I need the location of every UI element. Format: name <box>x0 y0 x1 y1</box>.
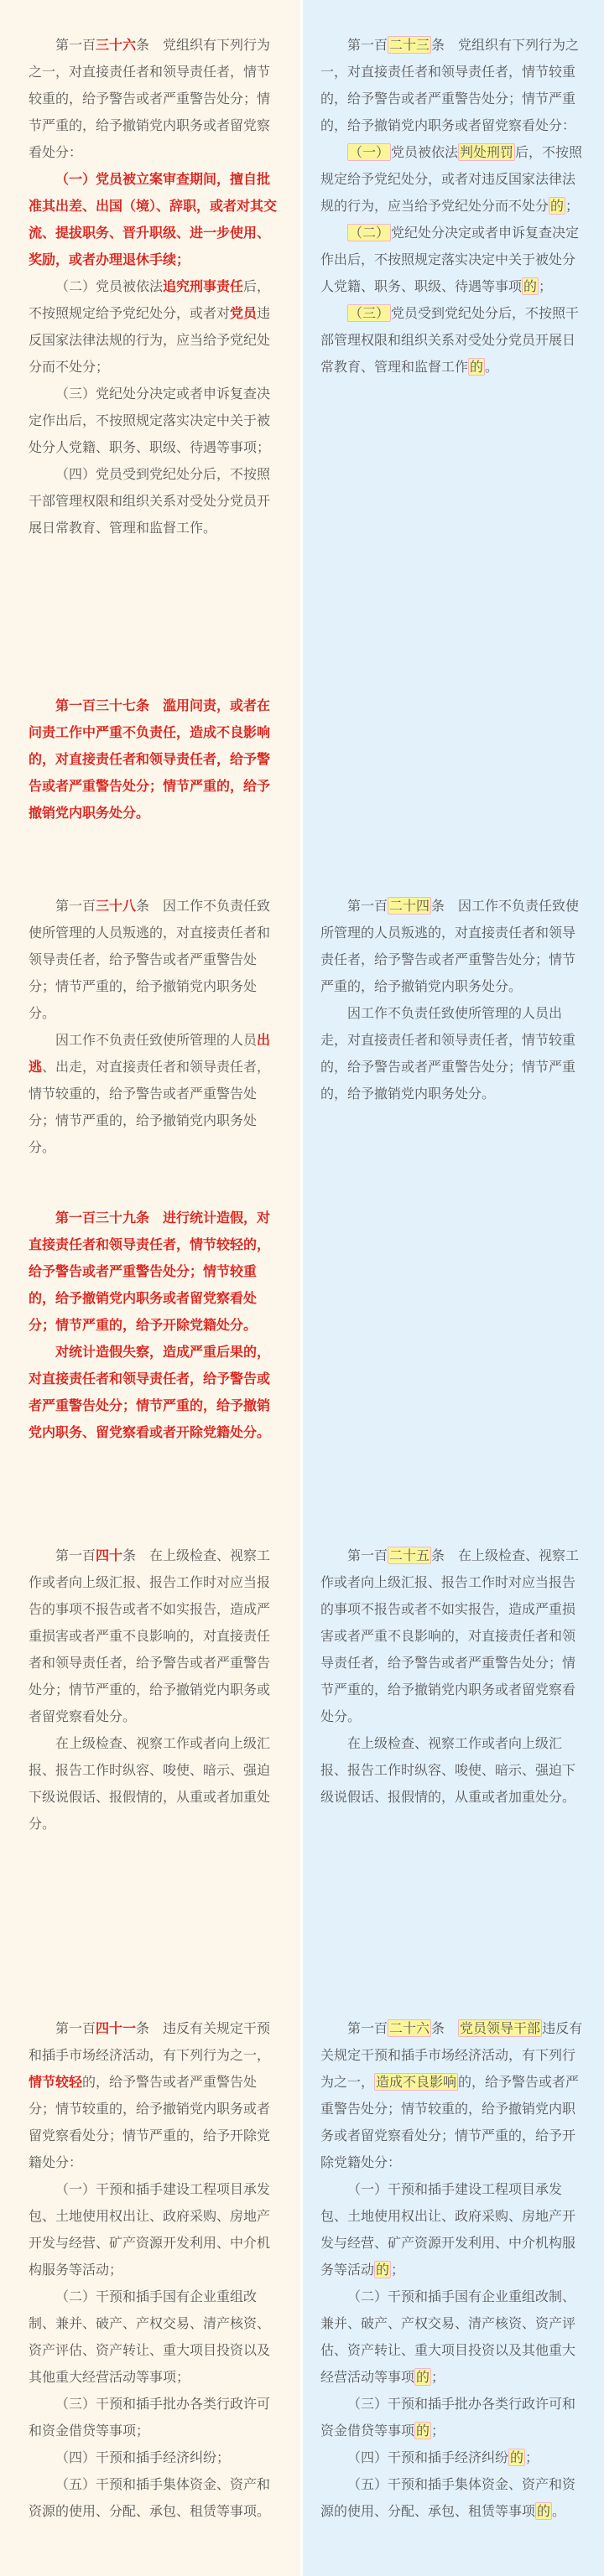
text-run: 第一百 <box>347 37 388 53</box>
text-run: 第一百 <box>55 2020 96 2036</box>
text-run: 在上级检查、视察工作或者向上级汇报、报告工作时纵容、唆使、暗示、强迫下级说假话、报假情的，从重或者加重处分。 <box>320 1735 576 1805</box>
changed-text-highlight: 二十四 <box>389 898 430 914</box>
article-140 <box>29 1542 280 1837</box>
paragraph <box>29 2391 280 2444</box>
paragraph <box>29 692 280 827</box>
text-run: （二）干预和插手国有企业重组改制、兼并、破产、产权交易、清产核资、资产评估、资产转让、重大项目投资以及其他重大经营活动等事项 <box>320 2288 576 2385</box>
old-version-column <box>302 0 604 2576</box>
text-run: ； <box>431 2423 445 2439</box>
text-run: 第一百 <box>347 1547 388 1563</box>
paragraph <box>29 893 280 1027</box>
paragraph <box>29 1542 280 1730</box>
changed-text-highlight: 判处刑罚 <box>460 144 514 160</box>
paragraph <box>29 32 280 166</box>
text-run: 条 因工作不负责任致使所管理的人员叛逃的，对直接责任者和领导责任者，给予警告或者严重警告处分；情节严重的，给予撤销党内职务处分。 <box>320 898 580 994</box>
changed-text-highlight: 二十五 <box>389 1547 430 1563</box>
text-run: （五）干预和插手集体资金、资产和资源的使用、分配、承包、租赁等事项。 <box>29 2476 271 2519</box>
changed-text-highlight: 党员领导干部 <box>460 2020 541 2036</box>
changed-text-highlight: 的 <box>550 198 565 214</box>
text-run: 因工作不负责任致使所管理的人员出走，对直接责任者和领导责任者，情节较重的，给予警告或者严重警告处分；情节严重的，给予撤销党内职务处分。 <box>320 1005 576 1101</box>
paragraph <box>320 220 586 300</box>
paragraph <box>320 1542 586 1730</box>
text-run: 第一百 <box>55 1547 96 1563</box>
changed-text-highlight: 二十三 <box>389 37 430 53</box>
paragraph <box>320 1000 586 1107</box>
paragraph <box>29 2444 280 2471</box>
text-run: 违反有关规定干预和插手市场经济活动，有下列行为之一， <box>320 2020 583 2090</box>
paragraph <box>29 381 280 461</box>
changed-text-highlight: 造成不良影响 <box>376 2074 457 2090</box>
changed-text-highlight: （三） <box>349 305 390 321</box>
paragraph <box>29 2176 280 2283</box>
revised-text: 情节较轻 <box>29 2074 83 2090</box>
text-run: （三）干预和插手批办各类行政许可和资金借贷等事项 <box>320 2396 576 2439</box>
article-137 <box>29 692 280 827</box>
text-run: 党员受到党纪处分后，不按照干部管理权限和组织关系对受处分党员开展日常教育、管理和监督工作 <box>320 305 580 375</box>
text-run: 违反国家法律法规的行为，应当给予党纪处分而不处分； <box>29 305 271 375</box>
changed-text-highlight: （一） <box>349 144 390 160</box>
changed-text-highlight: 的 <box>416 2423 430 2439</box>
changed-text-highlight: 的 <box>416 2369 430 2385</box>
text-run: 条 在上级检查、视察工作或者向上级汇报、报告工作时对应当报告的事项不报告或者不如实报告，造成严重损害或者严重不良影响的，对直接责任者和领导责任者，给予警告或者严重警告处分；情节严重的，给予撤销党内职务或者留党察看处分。 <box>320 1547 580 1724</box>
paragraph <box>29 2283 280 2391</box>
revised-text: 四十一 <box>96 2020 137 2036</box>
paragraph <box>320 2391 586 2444</box>
paragraph <box>320 2283 586 2391</box>
paragraph <box>29 1205 280 1339</box>
text-run: （四）干预和插手经济纠纷； <box>55 2449 231 2465</box>
article-123 <box>320 32 586 381</box>
paragraph <box>29 2015 280 2176</box>
revised-text: （一）党员被立案审查期间，擅自批准其出差、出国（境）、辞职，或者对其交流、提拔职务、晋升职级、进一步使用、奖励，或者办理退休手续； <box>29 171 278 267</box>
paragraph <box>320 893 586 1000</box>
text-run: （二）干预和插手国有企业重组改制、兼并、破产、产权交易、清产核资、资产评估、资产转让、重大项目投资以及其他重大经营活动等事项； <box>29 2288 271 2385</box>
revised-text: 第一百三十九条 进行统计造假，对直接责任者和领导责任者，情节较轻的，给予警告或者严重警告处分；情节较重的，给予撤销党内职务或者留党察看处分；情节严重的，给予开除党籍处分。 <box>29 1210 271 1333</box>
revised-text: 四十 <box>96 1547 123 1563</box>
revised-text: 对统计造假失察，造成严重后果的，对直接责任者和领导责任者，给予警告或者严重警告处分；情节严重的，给予撤销党内职务、留党察看或者开除党籍处分。 <box>29 1344 271 1440</box>
article-126 <box>320 2015 586 2525</box>
text-run: ； <box>391 2262 405 2278</box>
column-divider <box>300 0 303 2576</box>
text-run: （五）干预和插手集体资金、资产和资源的使用、分配、承包、租赁等事项 <box>320 2476 576 2519</box>
revised-text: 党员 <box>230 305 258 321</box>
text-run: （一）干预和插手建设工程项目承发包、土地使用权出让、政府采购、房地产开发与经营、矿产资源开发利用、中介机构服务等活动； <box>29 2181 271 2278</box>
revised-text: 追究刑事责任 <box>163 278 244 294</box>
paragraph <box>29 1339 280 1446</box>
article-125 <box>320 1542 586 1811</box>
text-run: 后，不按照规定给予党纪处分，或者对 <box>29 278 271 321</box>
text-run: （四）党员受到党纪处分后，不按照干部管理权限和组织关系对受处分党员开展日常教育、管理和监督工作。 <box>29 466 271 536</box>
text-run: （四）干预和插手经济纠纷 <box>347 2449 509 2465</box>
text-run: 党纪处分决定或者申诉复查决定作出后，不按照规定落实决定中关于被处分人党籍、职务、职级、待遇等事项 <box>320 225 580 294</box>
article-138 <box>29 893 280 1161</box>
text-run: 第一百 <box>347 2020 388 2036</box>
changed-text-highlight: 二十六 <box>389 2020 430 2036</box>
paragraph <box>320 32 586 139</box>
revised-text: 三十八 <box>96 898 137 914</box>
text-run: 在上级检查、视察工作或者向上级汇报、报告工作时纵容、唆使、暗示、强迫下级说假话、报假情的，从重或者加重处分。 <box>29 1735 271 1832</box>
changed-text-highlight: 的 <box>510 2449 524 2465</box>
revised-text: 三十六 <box>96 37 137 53</box>
paragraph <box>29 166 280 273</box>
revised-text: 第一百三十七条 滥用问责，或者在问责工作中严重不负责任，造成不良影响的，对直接责任者和领导责任者，给予警告或者严重警告处分；情节严重的，给予撤销党内职务处分。 <box>29 697 271 821</box>
text-run: 的，给予警告或者严重警告处分；情节较重的，给予撤销党内职务或者留党察看处分；情节严重的，给予开除党籍处分： <box>320 2074 580 2170</box>
changed-text-highlight: 的 <box>523 278 538 294</box>
paragraph <box>29 2471 280 2525</box>
article-124 <box>320 893 586 1107</box>
paragraph <box>320 2015 586 2176</box>
text-run: 条 违反有关规定干预和插手市场经济活动，有下列行为之一， <box>29 2020 271 2063</box>
paragraph <box>29 273 280 381</box>
text-run: 党员被依法 <box>391 144 459 160</box>
text-run: 。 <box>485 359 499 375</box>
paragraph <box>320 2176 586 2283</box>
text-run: ； <box>431 2369 445 2385</box>
paragraph <box>320 139 586 220</box>
paragraph <box>29 1730 280 1837</box>
changed-text-highlight: 的 <box>376 2262 390 2278</box>
text-run: （一）干预和插手建设工程项目承发包、土地使用权出让、政府采购、房地产开发与经营、矿产资源开发利用、中介机构服务等活动 <box>320 2181 576 2278</box>
text-run: （三）党纪处分决定或者申诉复查决定作出后，不按照规定落实决定中关于被处分人党籍、职务、职级、待遇等事项； <box>29 386 271 455</box>
paragraph <box>29 1027 280 1161</box>
paragraph <box>29 461 280 542</box>
article-141 <box>29 2015 280 2525</box>
text-run: 条 在上级检查、视察工作或者向上级汇报、报告工作时对应当报告的事项不报告或者不如实报告，造成严重损害或者严重不良影响的，对直接责任者和领导责任者，给予警告或者严重警告处分；情节严重的，给予撤销党内职务或者留党察看处分。 <box>29 1547 271 1724</box>
text-run: （二）党员被依法 <box>55 278 164 294</box>
revised-text: 出逃 <box>29 1032 271 1075</box>
text-run: 条 因工作不负责任致使所管理的人员叛逃的，对直接责任者和领导责任者，给予警告或者严重警告处分；情节严重的，给予撤销党内职务处分。 <box>29 898 271 1021</box>
article-139 <box>29 1205 280 1446</box>
text-run: 条 <box>431 2020 459 2036</box>
text-run: 因工作不负责任致使所管理的人员 <box>55 1032 258 1048</box>
changed-text-highlight: 的 <box>537 2503 551 2519</box>
changed-text-highlight: （二） <box>349 225 390 241</box>
paragraph <box>320 1730 586 1811</box>
text-run: 条 党组织有下列行为之一，对直接责任者和领导责任者，情节较重的，给予警告或者严重警告处分；情节严重的，给予撤销党内职务或者留党察看处分： <box>29 37 271 160</box>
paragraph <box>320 300 586 381</box>
text-run: 的，给予警告或者严重警告处分；情节较重的，给予撤销党内职务或者留党察看处分；情节严重的，给予开除党籍处分： <box>29 2074 271 2170</box>
text-run: ； <box>539 278 553 294</box>
text-run: ； <box>565 198 580 214</box>
article-136 <box>29 32 280 542</box>
text-run: （三）干预和插手批办各类行政许可和资金借贷等事项； <box>29 2396 271 2439</box>
text-run: 条 党组织有下列行为之一，对直接责任者和领导责任者，情节较重的，给予警告或者严重警告处分；情节严重的，给予撤销党内职务或者留党察看处分： <box>320 37 580 133</box>
paragraph <box>320 2471 586 2525</box>
text-run: 第一百 <box>55 37 96 53</box>
text-run: 第一百 <box>55 898 96 914</box>
text-run: 。 <box>552 2503 566 2519</box>
text-run: 后，不按照规定给予党纪处分，或者对违反国家法律法规的行为，应当给予党纪处分而不处分 <box>320 144 583 214</box>
text-run: 第一百 <box>347 898 388 914</box>
text-run: ； <box>525 2449 539 2465</box>
text-run: 、出走，对直接责任者和领导责任者，情节较重的，给予警告或者严重警告处分；情节严重的，给予撤销党内职务处分。 <box>29 1059 271 1155</box>
paragraph <box>320 2444 586 2471</box>
changed-text-highlight: 的 <box>470 359 484 375</box>
